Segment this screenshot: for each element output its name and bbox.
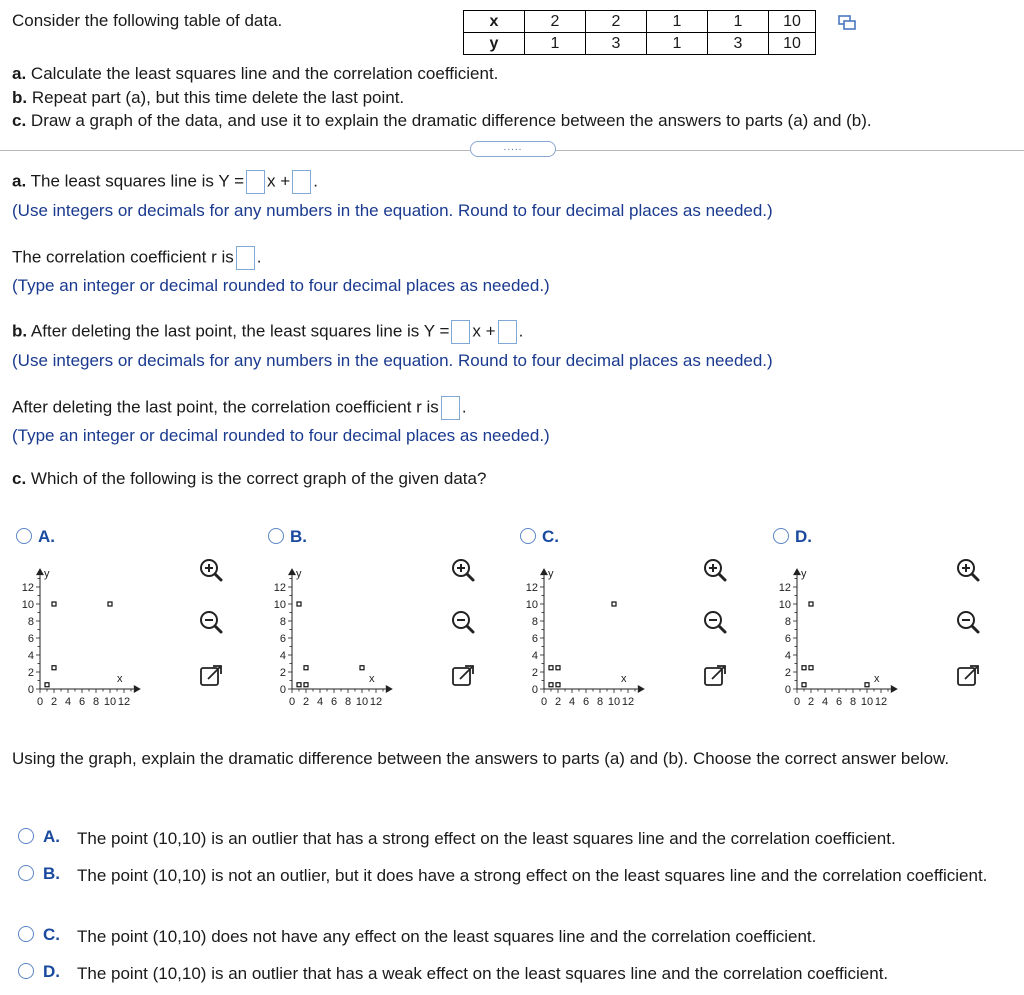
- graph-option-letter: B.: [290, 527, 307, 546]
- x-tick-label: 8: [344, 696, 352, 708]
- y-tick-label: 6: [279, 633, 286, 645]
- data-point: [45, 683, 49, 687]
- y-axis-arrow: [36, 568, 44, 575]
- radio-explain-b[interactable]: [18, 865, 34, 881]
- r-a-input[interactable]: [236, 246, 255, 270]
- zoom-in-icon[interactable]: [702, 557, 728, 583]
- table-cell: 1: [647, 11, 708, 33]
- pop-out-icon[interactable]: [198, 663, 224, 689]
- data-point: [802, 666, 806, 670]
- y-tick-label: 0: [27, 684, 34, 696]
- data-point: [304, 683, 308, 687]
- table-row-y: [464, 33, 816, 55]
- data-point: [865, 683, 869, 687]
- y-axis-arrow: [793, 568, 801, 575]
- radio-graph-a[interactable]: [16, 528, 32, 544]
- y-tick-label: 6: [784, 633, 791, 645]
- data-table: [463, 10, 816, 55]
- table-cell: 3: [708, 33, 769, 55]
- y-tick-label: 10: [525, 599, 538, 611]
- x-tick-label: 12: [874, 696, 888, 708]
- x-tick-label: 12: [621, 696, 635, 708]
- table-cell: 1: [525, 33, 586, 55]
- table-cell: 2: [525, 11, 586, 33]
- data-point: [809, 602, 813, 606]
- y-tick-label: 0: [531, 684, 538, 696]
- x-tick-label: 4: [316, 696, 324, 708]
- radio-graph-d[interactable]: [773, 528, 789, 544]
- y-tick-label: 8: [279, 616, 286, 628]
- x-tick-label: 10: [607, 696, 621, 708]
- table-header-x: x: [464, 11, 525, 33]
- x-tick-label: 4: [64, 696, 72, 708]
- y-tick-label: 10: [21, 599, 34, 611]
- radio-graph-c[interactable]: [520, 528, 536, 544]
- hint-a-r: (Type an integer or decimal rounded to four decimal places as needed.): [12, 276, 550, 295]
- table-header-y: y: [464, 33, 525, 55]
- data-point: [549, 683, 553, 687]
- table-cell: 3: [586, 33, 647, 55]
- table-cell: 2: [586, 11, 647, 33]
- graph-option-letter: D.: [795, 527, 812, 546]
- x-tick-label: 6: [835, 696, 843, 708]
- slope-a-input[interactable]: [246, 170, 265, 194]
- hint-a-line: (Use integers or decimals for any numbers in the equation. Round to four decimal places as needed.): [12, 201, 773, 220]
- y-tick-label: 0: [784, 684, 791, 696]
- y-tick-label: 4: [279, 650, 286, 662]
- x-axis-label: x: [621, 673, 627, 685]
- graph-option-b[interactable]: [266, 525, 506, 725]
- data-point: [52, 666, 56, 670]
- x-tick-label: 0: [36, 696, 44, 708]
- answer-b-r: After deleting the last point, the correlation coefficient r is .: [12, 396, 467, 420]
- radio-explain-a[interactable]: [18, 828, 34, 844]
- scatter-chart: [0, 557, 160, 717]
- graph-option-d[interactable]: [771, 525, 1011, 725]
- expand-button[interactable]: .....: [470, 141, 556, 157]
- zoom-out-icon[interactable]: [702, 609, 728, 635]
- graph-option-c[interactable]: [518, 525, 758, 725]
- y-tick-label: 6: [531, 633, 538, 645]
- table-cell: 1: [708, 11, 769, 33]
- y-tick-label: 10: [778, 599, 791, 611]
- x-axis-label: x: [369, 673, 375, 685]
- x-tick-label: 6: [78, 696, 86, 708]
- y-tick-label: 4: [531, 650, 538, 662]
- pop-out-icon[interactable]: [702, 663, 728, 689]
- answer-a-r: The correlation coefficient r is .: [12, 246, 261, 270]
- x-axis-label: x: [117, 673, 123, 685]
- copy-table-icon[interactable]: [838, 15, 856, 31]
- y-axis-arrow: [540, 568, 548, 575]
- x-tick-label: 2: [50, 696, 58, 708]
- y-tick-label: 2: [27, 667, 34, 679]
- data-point: [304, 666, 308, 670]
- data-point: [802, 683, 806, 687]
- x-tick-label: 8: [596, 696, 604, 708]
- part-a-text: a. Calculate the least squares line and the correlation coefficient.: [12, 64, 499, 83]
- y-tick-label: 12: [525, 582, 538, 594]
- y-axis-label: y: [296, 567, 302, 580]
- x-axis-arrow: [891, 685, 898, 693]
- x-tick-label: 8: [92, 696, 100, 708]
- x-tick-label: 10: [355, 696, 369, 708]
- data-point: [360, 666, 364, 670]
- y-tick-label: 2: [279, 667, 286, 679]
- x-axis-arrow: [638, 685, 645, 693]
- x-tick-label: 0: [540, 696, 548, 708]
- data-point: [297, 683, 301, 687]
- graph-option-letter: C.: [542, 527, 559, 546]
- data-point: [297, 602, 301, 606]
- scatter-chart: [252, 557, 412, 717]
- graph-option-a[interactable]: [14, 525, 254, 725]
- data-point: [556, 666, 560, 670]
- scatter-chart: [504, 557, 664, 717]
- part-c-question: c. Which of the following is the correct graph of the given data?: [12, 469, 487, 488]
- intercept-b-input[interactable]: [498, 320, 517, 344]
- x-tick-label: 2: [807, 696, 815, 708]
- x-tick-label: 2: [554, 696, 562, 708]
- intro-text: Consider the following table of data.: [12, 11, 283, 30]
- explain-question: Using the graph, explain the dramatic difference between the answers to parts (a) and (b). Choose the correct answer below.: [12, 749, 950, 768]
- radio-explain-d[interactable]: [18, 963, 34, 979]
- x-tick-label: 10: [103, 696, 117, 708]
- zoom-in-icon[interactable]: [198, 557, 224, 583]
- pop-out-icon[interactable]: [955, 663, 981, 689]
- y-tick-label: 12: [21, 582, 34, 594]
- answer-a-line: a. The least squares line is Y = x + .: [12, 170, 318, 194]
- y-tick-label: 8: [531, 616, 538, 628]
- x-tick-label: 12: [369, 696, 383, 708]
- x-axis-arrow: [134, 685, 141, 693]
- hint-b-line: (Use integers or decimals for any numbers in the equation. Round to four decimal places as needed.): [12, 351, 773, 370]
- slope-b-input[interactable]: [451, 320, 470, 344]
- data-point: [612, 602, 616, 606]
- data-point: [809, 666, 813, 670]
- x-axis-arrow: [386, 685, 393, 693]
- table-row-x: [464, 11, 816, 33]
- zoom-in-icon[interactable]: [955, 557, 981, 583]
- x-axis-label: x: [874, 673, 880, 685]
- hint-b-r: (Type an integer or decimal rounded to four decimal places as needed.): [12, 426, 550, 445]
- zoom-out-icon[interactable]: [198, 609, 224, 635]
- y-tick-label: 10: [273, 599, 286, 611]
- data-point: [549, 666, 553, 670]
- y-axis-label: y: [548, 567, 554, 580]
- y-axis-label: y: [44, 567, 50, 580]
- x-tick-label: 10: [860, 696, 874, 708]
- intercept-a-input[interactable]: [292, 170, 311, 194]
- table-cell: 10: [769, 11, 816, 33]
- x-tick-label: 0: [288, 696, 296, 708]
- data-point: [556, 683, 560, 687]
- y-tick-label: 6: [27, 633, 34, 645]
- x-tick-label: 6: [582, 696, 590, 708]
- graph-option-letter: A.: [38, 527, 55, 546]
- y-tick-label: 12: [778, 582, 791, 594]
- x-tick-label: 2: [302, 696, 310, 708]
- x-tick-label: 12: [117, 696, 131, 708]
- x-tick-label: 4: [568, 696, 576, 708]
- table-cell: 1: [647, 33, 708, 55]
- y-tick-label: 4: [784, 650, 791, 662]
- zoom-out-icon[interactable]: [450, 609, 476, 635]
- zoom-in-icon[interactable]: [450, 557, 476, 583]
- radio-graph-b[interactable]: [268, 528, 284, 544]
- table-cell: 10: [769, 33, 816, 55]
- y-tick-label: 2: [531, 667, 538, 679]
- data-point: [108, 602, 112, 606]
- y-tick-label: 8: [784, 616, 791, 628]
- y-axis-arrow: [288, 568, 296, 575]
- part-b-text: b. Repeat part (a), but this time delete the last point.: [12, 88, 405, 107]
- part-c-text: c. Draw a graph of the data, and use it to explain the dramatic difference between the answers to parts (a) and (b).: [12, 111, 872, 130]
- y-tick-label: 4: [27, 650, 34, 662]
- x-tick-label: 6: [330, 696, 338, 708]
- pop-out-icon[interactable]: [450, 663, 476, 689]
- x-tick-label: 8: [849, 696, 857, 708]
- r-b-input[interactable]: [441, 396, 460, 420]
- y-tick-label: 0: [279, 684, 286, 696]
- data-point: [52, 602, 56, 606]
- zoom-out-icon[interactable]: [955, 609, 981, 635]
- y-tick-label: 8: [27, 616, 34, 628]
- y-tick-label: 12: [273, 582, 286, 594]
- y-tick-label: 2: [784, 667, 791, 679]
- y-axis-label: y: [801, 567, 807, 580]
- answer-b-line: b. After deleting the last point, the least squares line is Y = x + .: [12, 320, 523, 344]
- x-tick-label: 4: [821, 696, 829, 708]
- scatter-chart: [757, 557, 917, 717]
- x-tick-label: 0: [793, 696, 801, 708]
- radio-explain-c[interactable]: [18, 926, 34, 942]
